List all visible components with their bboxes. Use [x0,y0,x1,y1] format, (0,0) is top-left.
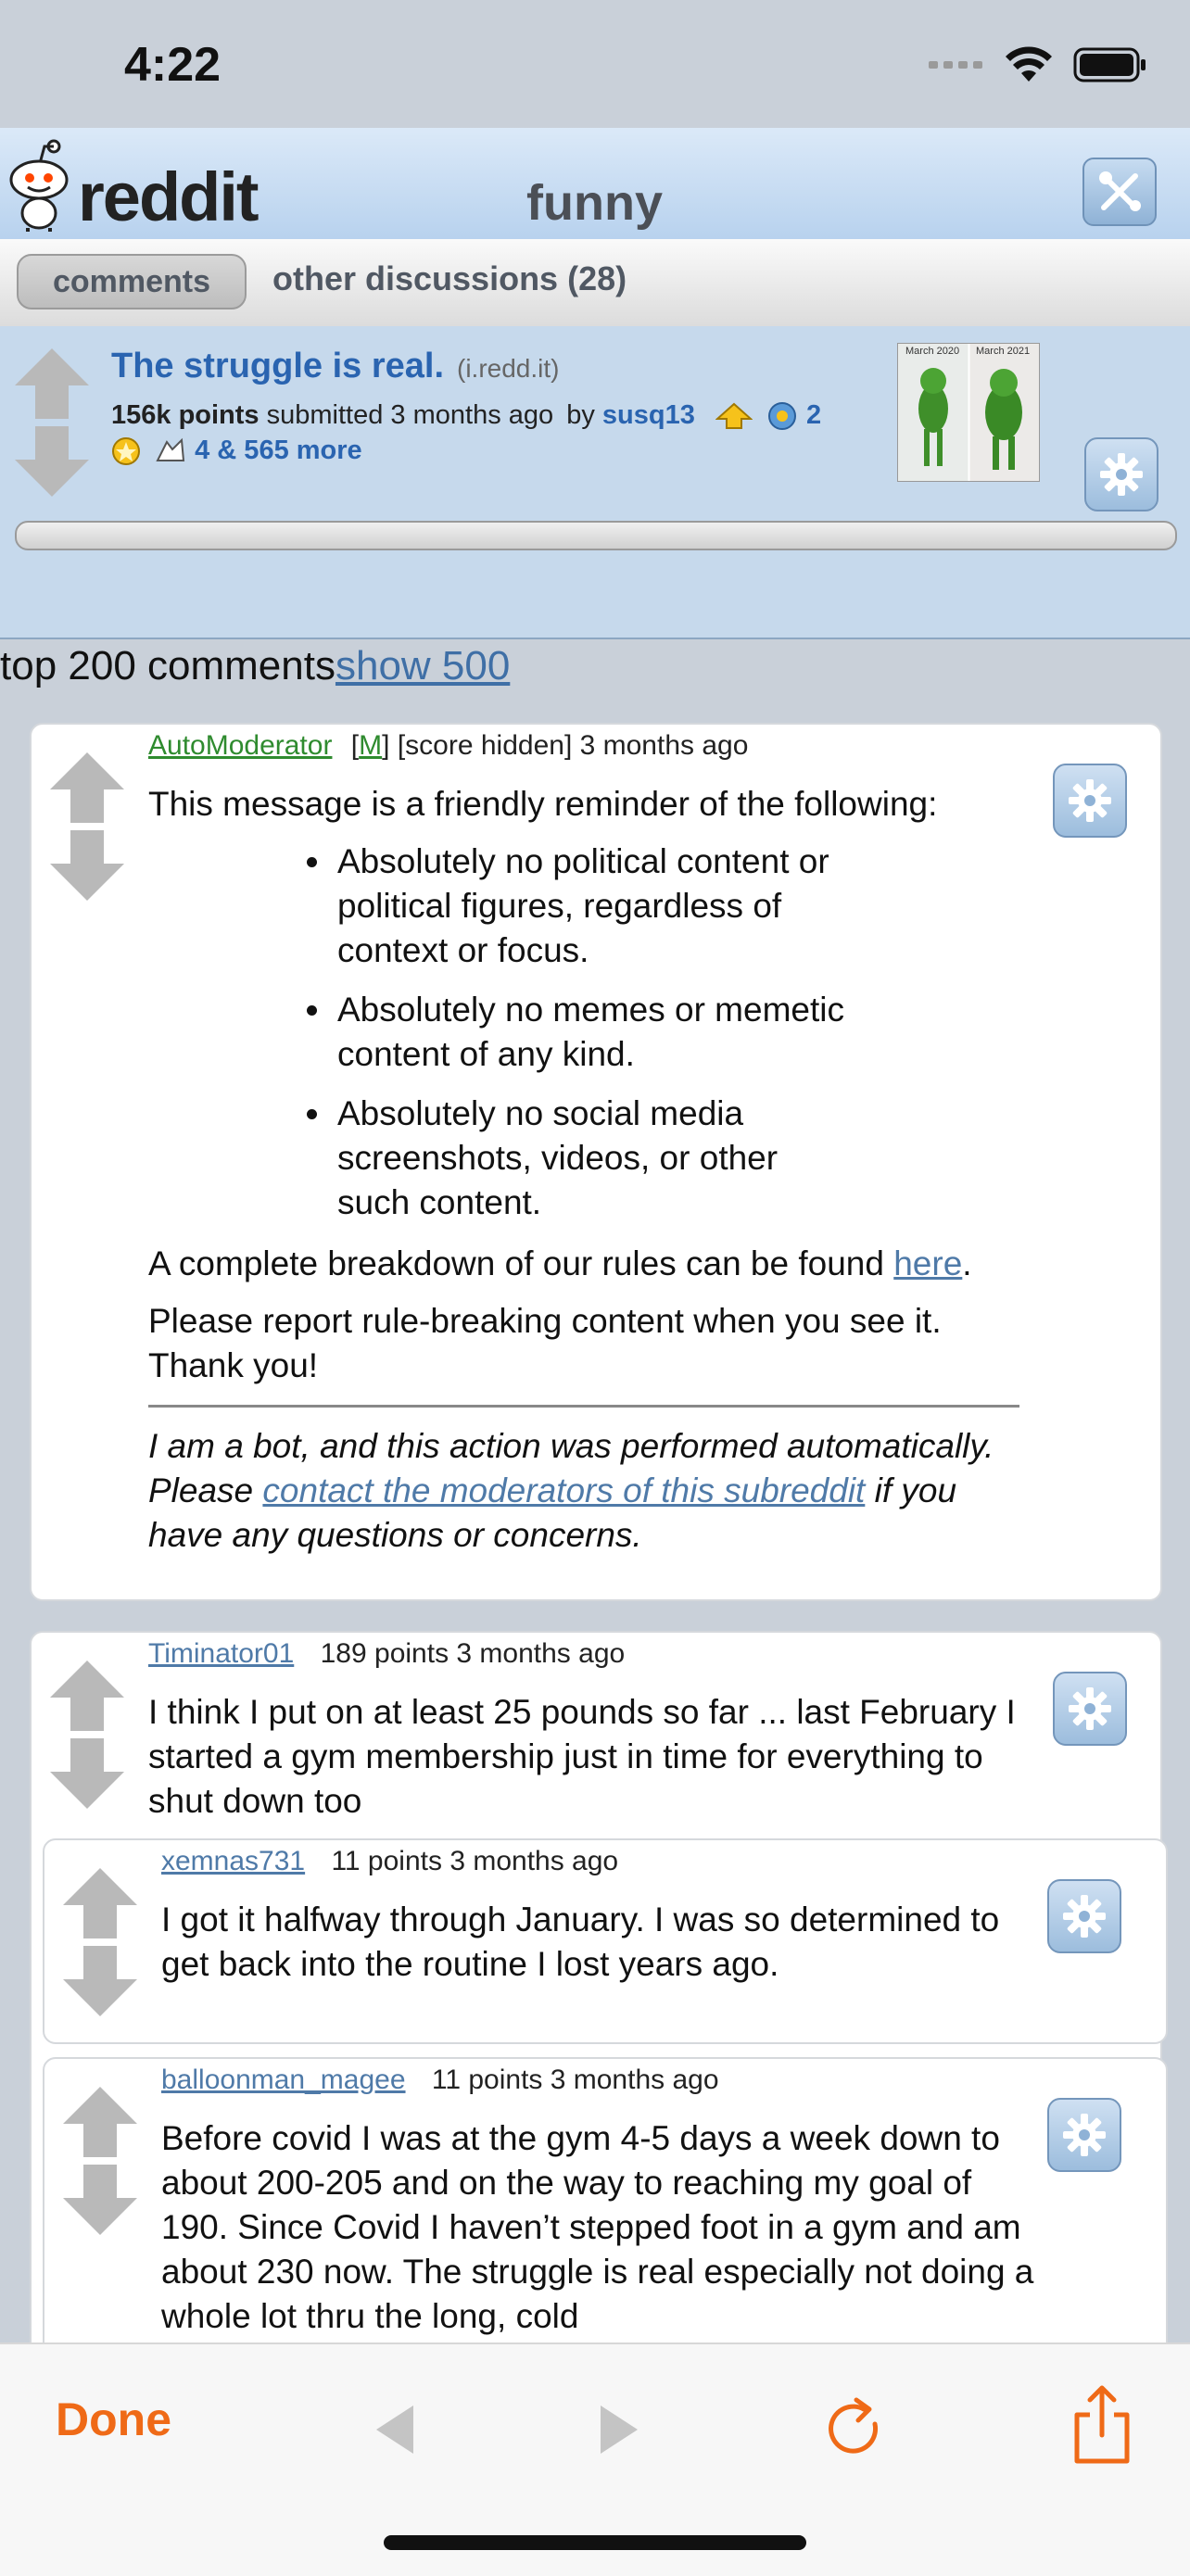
reddit-logo[interactable] [6,139,258,235]
kermit-thumbnail-image [898,344,1039,481]
downvote-icon[interactable] [48,828,126,903]
star-award-icon [111,436,141,466]
comment-author[interactable]: balloonman_magee [161,2065,406,2095]
done-button[interactable]: Done [56,2393,171,2445]
tools-button[interactable] [1082,158,1157,226]
comment-vote [48,1659,126,1811]
downvote-icon[interactable] [48,1736,126,1811]
comment-meta [161,2065,719,2096]
post-title[interactable] [111,347,559,386]
bot-notice [148,1424,1010,1558]
comment-author[interactable]: AutoModerator [148,730,333,761]
reddit-header [0,128,1190,241]
comment-author[interactable]: xemnas731 [161,1846,306,1876]
comment-score-time: 11 points 3 months ago [431,2065,719,2095]
post-options-button[interactable] [1084,437,1158,511]
award-count: 2 [806,400,822,430]
comment-xemnas731 [43,1838,1168,2044]
tab-other-discussions[interactable]: other discussions (28) [272,259,627,297]
post-meta [111,400,821,432]
subreddit-title[interactable]: funny [526,175,663,231]
bot-text: I am a bot, and this action was performed automatically. Please [148,1427,994,1509]
comment-vote [48,751,126,903]
rules-text: A complete breakdown of our rules can be found [148,1244,894,1282]
report-text: Please report rule-breaking content when you see it. Thank you! [148,1302,942,1384]
comment-meta [161,1846,618,1877]
comment-options-button[interactable] [1047,1879,1121,1953]
rule-item: • Absolutely no political content or political figures, regardless of context or focus. [334,840,853,973]
comment-score-time: [score hidden] 3 months ago [397,730,749,761]
status-icons [929,46,1147,83]
comment-score-time: 189 points 3 months ago [320,1638,626,1669]
comment-options-button[interactable] [1047,2098,1121,2172]
rule-item: • Absolutely no social media screenshots, videos, or other such content. [334,1092,853,1225]
rule-item: • Absolutely no memes or memetic content of any kind. [334,988,853,1077]
awards-more[interactable]: 4 & 565 more [195,436,362,465]
post-awards[interactable] [111,436,362,466]
battery-icon [1073,47,1147,82]
back-icon[interactable] [373,2402,417,2457]
comments-sort-line [0,643,510,689]
post-submitted: submitted 3 months ago [266,400,554,430]
comment-meta [148,730,748,762]
post-title-text[interactable]: The struggle is real. [111,347,444,385]
comment-author[interactable]: Timinator01 [148,1638,295,1669]
upvote-icon[interactable] [61,1866,139,1940]
flair-open: [ [350,730,360,761]
thumb-label-2: March 2021 [976,346,1031,357]
top-comments-label: top 200 comments [0,643,335,688]
comment-options-button[interactable] [1053,1672,1127,1746]
comment-vote [61,2085,139,2237]
comment-intro: This message is a friendly reminder of the following: [148,785,938,823]
comment-body: I got it halfway through January. I was so determined to get back into the routine I lost years ago. [161,1900,1000,1983]
home-indicator [384,2535,806,2550]
downvote-icon[interactable] [61,1944,139,2018]
gear-icon [1061,1893,1108,1939]
tab-comments[interactable]: comments [17,254,247,309]
hands-award-icon [154,436,187,466]
post-points: 156k points [111,400,260,430]
comment-automoderator [30,723,1162,1601]
signal-icon [929,58,984,71]
post-header [0,326,1190,639]
gear-icon [1067,777,1113,824]
thumb-label-1: March 2020 [905,346,960,357]
gold-award-icon [766,400,799,432]
gear-icon [1067,1686,1113,1732]
reload-icon[interactable] [823,2396,888,2461]
logo-text: reddit [78,158,258,235]
rules-list [148,840,853,1225]
post-author[interactable]: susq13 [601,400,695,430]
upvote-icon[interactable] [13,347,91,421]
wifi-icon [1005,46,1053,83]
divider [148,1405,1019,1408]
contact-mods-link[interactable]: contact the moderators of this subreddit [262,1471,866,1509]
show-500-link[interactable]: show 500 [335,643,511,688]
share-icon[interactable] [1070,2383,1134,2467]
forward-icon[interactable] [597,2402,641,2457]
comment-vote [61,1866,139,2018]
upvote-icon[interactable] [48,751,126,825]
silver-award-icon [715,402,753,430]
post-domain[interactable]: (i.redd.it) [457,354,560,383]
mod-flair [351,730,390,761]
downvote-icon[interactable] [61,2163,139,2237]
status-time: 4:22 [124,38,222,92]
downvote-icon[interactable] [13,424,91,499]
comment-options-button[interactable] [1053,764,1127,838]
rules-breakdown [148,1242,1038,1286]
tools-icon [1095,167,1145,217]
status-bar [0,0,1190,128]
rules-link[interactable]: here [893,1244,963,1282]
rules-end: . [962,1244,972,1282]
browser-toolbar [0,2342,1190,2576]
upvote-icon[interactable] [48,1659,126,1733]
loading-progress-bar [15,521,1177,550]
comment-body: Before covid I was at the gym 4-5 days a week down to about 200-205 and on the way to reaching my goal of 190. Since Covid I haven’t stepped foot in a gym and am about 230 now. The struggle is real especially not doing a whole lot thru the long, cold [161,2119,1034,2335]
post-vote [13,347,91,499]
snoo-icon [6,139,72,232]
post-by: by [566,400,595,430]
comment-body [148,782,1038,1571]
mod-flair-letter[interactable]: M [359,730,383,761]
comment-meta [148,1638,625,1670]
bot-text-end: if you have any questions or concerns. [148,1471,957,1554]
gear-icon [1098,451,1145,498]
flair-close: ] [382,730,390,761]
comment-timinator01 [30,1631,1162,2394]
upvote-icon[interactable] [61,2085,139,2159]
gear-icon [1061,2112,1108,2158]
discussion-tabs [0,239,1190,328]
post-thumbnail[interactable] [897,343,1040,482]
comment-score-time: 11 points 3 months ago [331,1846,619,1876]
comment-body: I think I put on at least 25 pounds so far ... last February I started a gym membership just in time for everything to shut down too [148,1693,1016,1820]
